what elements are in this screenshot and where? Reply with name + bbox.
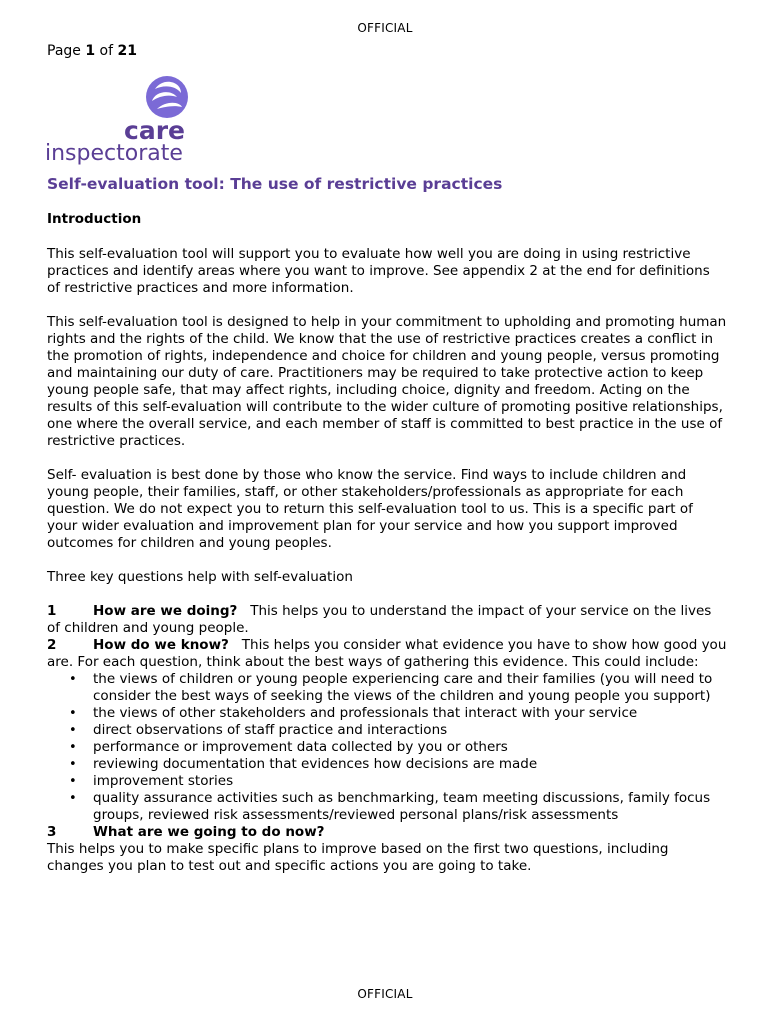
logo-word-care: care [124, 116, 185, 145]
page-of: of [95, 43, 118, 59]
header-official-marking: OFFICIAL [357, 21, 413, 35]
list-item: • improvement stories [69, 773, 234, 789]
question-2 [47, 637, 727, 671]
bullet-icon: • [69, 723, 77, 738]
introduction-heading: Introduction [47, 211, 142, 227]
list-item: • the views of other stakeholders and professionals that interact with your service [69, 705, 638, 721]
bullet-icon: • [69, 791, 77, 806]
list-item: • quality assurance activities such as benchmarking, team meeting discussions, family focus groups, reviewed risk assessments/reviewed personal plans/risk assessments [69, 790, 711, 823]
question-text: This helps you to understand the impact of your service on the lives of children and young people. [47, 603, 712, 636]
intro-paragraph-3: Self- evaluation is best done by those who know the service. Find ways to include children and young people, their families, staff, or other stakeholders/professionals as appropriate for each question. We do not expect you to return this self-evaluation tool to us. This is a specific part of your wider evaluation and improvement plan for your service and how you support improved outcomes for children and young peoples. [47, 467, 693, 551]
question-number: 1 [47, 603, 57, 619]
list-item: • performance or improvement data collected by you or others [69, 739, 508, 755]
footer-official-marking: OFFICIAL [357, 987, 413, 1001]
intro-paragraph-2: This self-evaluation tool is designed to help in your commitment to upholding and promoting human rights and the rights of the child. We know that the use of restrictive practices creates a conflict in the promotion of rights, independence and choice for children and young people, versus promoting and maintaining our duty of care. Practitioners may be required to take protective action to keep young people safe, that may affect rights, including choice, dignity and freedom. Acting on the results of this self-evaluation will contribute to the wider culture of promoting positive relationships, one where the overall service, and each member of staff is committed to best practice in the use of restrictive practices. [47, 314, 727, 449]
bullet-icon: • [69, 672, 77, 687]
question-number: 2 [47, 637, 57, 653]
intro-paragraph-1: This self-evaluation tool will support you to evaluate how well you are doing in using restrictive practices and identify areas where you want to improve. See appendix 2 at the end for definitions of restrictive practices and more information. [47, 246, 710, 296]
page-total: 21 [117, 43, 137, 59]
question-text: This helps you consider what evidence you have to show how good you are. For each question, think about the best ways of gathering this evidence. This could include: [47, 637, 727, 670]
list-item: • direct observations of staff practice and interactions [69, 722, 448, 738]
page-current: 1 [85, 43, 96, 59]
question-1 [47, 603, 727, 637]
bullet-icon: • [69, 774, 77, 789]
key-questions-intro: Three key questions help with self-evaluation [47, 569, 353, 585]
list-item: • reviewing documentation that evidences how decisions are made [69, 756, 538, 772]
logo-word-inspectorate: inspectorate [45, 141, 183, 166]
logo-graphic [45, 74, 205, 166]
page-prefix: Page [47, 43, 86, 59]
page-indicator [47, 43, 137, 59]
question-3 [47, 824, 727, 841]
question-title: What are we going to do now? [93, 824, 325, 840]
bullet-icon: • [69, 706, 77, 721]
list-item: • the views of children or young people experiencing care and their families (you will need to consider the best ways of seeking the views of the children and young people you support) [69, 671, 713, 704]
question-title: How are we doing? [93, 603, 238, 619]
evidence-bullet-list [47, 671, 727, 824]
document-title: Self-evaluation tool: The use of restrictive practices [47, 175, 503, 193]
bullet-icon: • [69, 757, 77, 772]
question-number: 3 [47, 824, 57, 840]
care-inspectorate-logo [45, 74, 205, 166]
question-3-text: This helps you to make specific plans to improve based on the first two questions, including changes you plan to test out and specific actions you are going to take. [47, 841, 669, 874]
bullet-icon: • [69, 740, 77, 755]
question-title: How do we know? [93, 637, 229, 653]
logo-swirl-icon [146, 76, 188, 118]
key-questions-list [47, 603, 727, 875]
